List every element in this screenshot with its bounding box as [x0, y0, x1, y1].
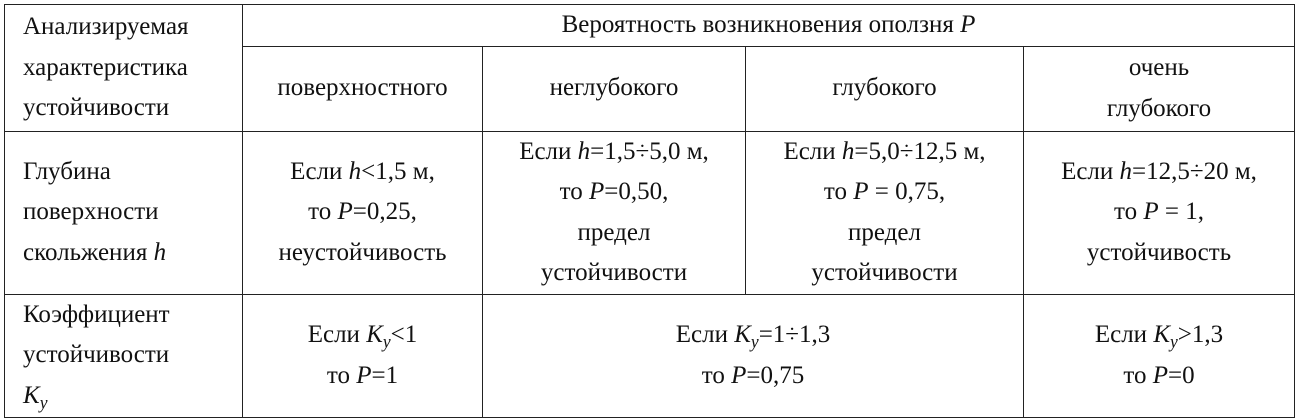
- row-depth-deep-line-1: Если h=5,0÷12,5 м,: [783, 137, 986, 165]
- header-characteristic-cell: [5, 5, 243, 132]
- row-depth-shallow-line-2: то P=0,50,: [559, 178, 669, 205]
- row-coef-middle-cell: [483, 294, 1024, 417]
- header-row-1: [5, 5, 1295, 47]
- row-depth-surface-line-1: Если h<1,5 м,: [290, 157, 435, 185]
- header-characteristic-line-2: характеристика: [23, 53, 188, 81]
- header-characteristic-line-1: Анализируемая: [23, 13, 189, 40]
- row-depth: [5, 131, 1295, 294]
- header-characteristic-line-3: устойчивости: [23, 94, 170, 121]
- row-coef-middle-line-1: Если $K_у=1\div 1,3$: [675, 321, 831, 352]
- row-coef-label-cell: [5, 294, 243, 417]
- header-shallow-label: неглубокого: [549, 74, 679, 102]
- row-coef-label-line-3: $K_у$: [23, 381, 48, 412]
- header-surface-cell: [243, 46, 483, 131]
- row-coef-very-deep-line-1: Если $K_у>1,3$: [1094, 321, 1224, 352]
- header-deep-cell: [746, 46, 1024, 131]
- row-depth-label-cell: [5, 131, 243, 294]
- landslide-probability-table: [4, 4, 1295, 418]
- header-shallow-cell: [483, 46, 746, 131]
- row-coef-surface-cell: [243, 294, 483, 417]
- row-depth-label-line-1: Глубина: [23, 157, 111, 185]
- row-depth-deep-cell: [746, 131, 1024, 294]
- row-depth-surface-line-3: неустойчивость: [278, 238, 447, 266]
- header-deep-label: глубокого: [832, 74, 937, 102]
- header-very-deep-cell: [1024, 46, 1295, 131]
- row-depth-very-deep-line-1: Если h=12,5÷20 м,: [1061, 157, 1257, 185]
- header-very-deep-line-1: очень: [1128, 54, 1190, 81]
- header-probability-var: P: [960, 11, 976, 38]
- header-very-deep-line-2: глубокого: [1106, 94, 1212, 122]
- row-coef-middle-line-2: то P=0,75: [701, 361, 805, 389]
- row-depth-label-var: h: [153, 238, 167, 266]
- header-probability-cell: [243, 5, 1295, 47]
- row-depth-very-deep-line-3: устойчивость: [1086, 238, 1232, 266]
- row-depth-shallow-line-1: Если h=1,5÷5,0 м,: [519, 137, 709, 165]
- row-depth-label-line-3: скольжения h: [23, 238, 167, 266]
- row-coef-label-line-1: Коэффициент: [23, 300, 170, 328]
- row-depth-deep-line-2: то P = 0,75,: [823, 178, 946, 205]
- row-depth-surface-cell: [243, 131, 483, 294]
- header-probability-text: Вероятность возникновения оползня: [561, 11, 961, 38]
- row-coef-surface-line-2: то P=1: [326, 361, 399, 389]
- row-depth-shallow-line-4: устойчивости: [540, 259, 688, 286]
- row-depth-very-deep-line-2: то P = 1,: [1114, 198, 1204, 226]
- row-depth-surface-line-2: то P=0,25,: [308, 198, 417, 226]
- row-coef-very-deep-cell: [1024, 294, 1295, 417]
- row-depth-shallow-cell: [483, 131, 746, 294]
- row-depth-shallow-line-3: предел: [577, 218, 651, 246]
- row-depth-deep-line-4: устойчивости: [811, 259, 958, 286]
- row-depth-deep-line-3: предел: [848, 218, 921, 246]
- row-depth-label-line-2: поверхности: [23, 198, 159, 226]
- row-coef-surface-line-1: Если $K_у<1$: [307, 321, 418, 352]
- header-surface-label: поверхностного: [277, 74, 448, 102]
- row-coef-label-line-2: устойчивости: [23, 341, 170, 369]
- row-depth-very-deep-cell: [1024, 131, 1295, 294]
- row-coefficient: [5, 294, 1295, 417]
- row-coef-very-deep-line-2: то P=0: [1123, 361, 1195, 389]
